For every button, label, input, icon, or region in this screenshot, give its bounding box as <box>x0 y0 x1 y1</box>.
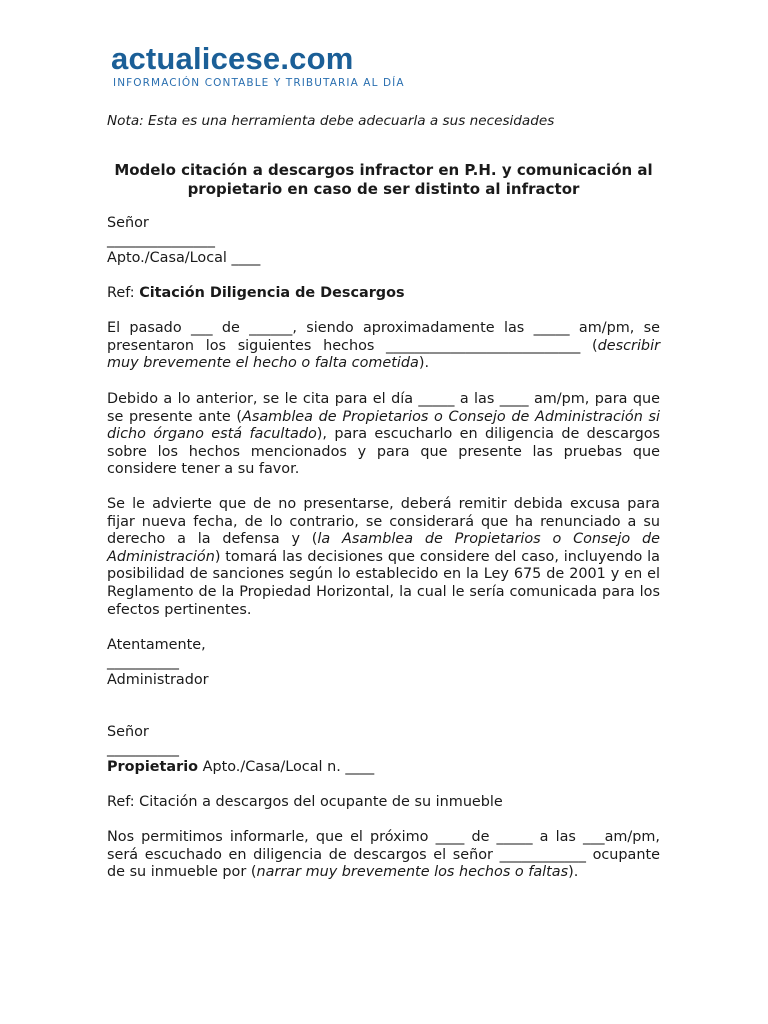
letter1-paragraph-2 <box>107 391 660 479</box>
letter1-closing: Atentamente, <box>107 637 206 653</box>
logo-name: actualicese.com <box>111 41 354 76</box>
letter1-name-blank: _______________ <box>107 232 215 248</box>
letter2-reference: Ref: Citación a descargos del ocupante de su inmueble <box>107 794 503 810</box>
letter2-name-blank: __________ <box>107 741 179 757</box>
letter1-p1-text: El pasado ___ de ______, siendo aproximadamente las _____ am/pm, se presentaron los siguientes hechos ___________________________ ( <box>107 320 660 354</box>
letter1-p2-text: Debido a lo anterior, se le cita para el día _____ a las ____ am/pm, para que se presente ante ( <box>107 391 660 425</box>
letter1-signer: Administrador <box>107 672 209 688</box>
letter1-unit-line: Apto./Casa/Local ____ <box>107 250 261 266</box>
letter1-ref-subject: Citación Diligencia de Descargos <box>139 285 405 301</box>
letter1-ref-label: Ref: <box>107 285 140 301</box>
logo-tagline: INFORMACIÓN CONTABLE Y TRIBUTARIA AL DÍA <box>113 77 405 89</box>
letter1-p3-text: Se le advierte que de no presentarse, deberá remitir debida excusa para fijar nueva fecha, de lo contrario, se considerará que ha renunciado a su derecho a la defensa y ( <box>107 496 660 548</box>
letter1-p3-italic: la Asamblea de Propietarios o Consejo de Administración <box>107 531 660 565</box>
letter2-paragraph-1 <box>107 829 660 882</box>
letter2-p1-italic: narrar muy brevemente los hechos o faltas <box>256 864 569 881</box>
letter2-salutation: Señor <box>107 724 149 740</box>
logo <box>111 42 405 89</box>
letter1-signature-blank: __________ <box>107 654 179 670</box>
letter1-p2-end: ), para escucharlo en diligencia de descargos sobre los hechos mencionados y para que presente las pruebas que considere tener a su favor. <box>107 426 661 478</box>
letter2-owner-line <box>107 759 660 777</box>
letter1-paragraph-1 <box>107 320 660 373</box>
letter1-p1-italic: describir muy brevemente el hecho o falta cometida <box>107 337 660 372</box>
letter2-owner-unit: Apto./Casa/Local n. ____ <box>198 759 375 775</box>
document-title: Modelo citación a descargos infractor en P.H. y comunicación al propietario en caso de ser distinto al infractor <box>114 161 653 198</box>
letter1-p2-italic: Asamblea de Propietarios o Consejo de Administración si dicho órgano está facultado <box>107 408 661 443</box>
letter1-salutation: Señor <box>107 215 149 231</box>
letter1-reference <box>107 285 660 303</box>
letter1-p1-end: ). <box>418 355 430 372</box>
letter1-paragraph-3 <box>107 496 660 619</box>
letter2-owner-label: Propietario <box>107 759 199 775</box>
letter1-p3-end: ) tomará las decisiones que considere del caso, incluyendo la posibilidad de sanciones según lo establecido en la Ley 675 de 2001 y en el Reglamento de la Propiedad Horizontal, la cual le sería comunicada para los efectos pertinentes. <box>107 548 660 618</box>
letter2-p1-text: Nos permitimos informarle, que el próximo ____ de _____ a las ___am/pm, será escuchado en diligencia de descargos el señor ____________ ocupante de su inmueble por ( <box>107 829 660 881</box>
note: Nota: Esta es una herramienta debe adecuarla a sus necesidades <box>107 113 555 129</box>
letter2-p1-end: ). <box>568 864 579 881</box>
